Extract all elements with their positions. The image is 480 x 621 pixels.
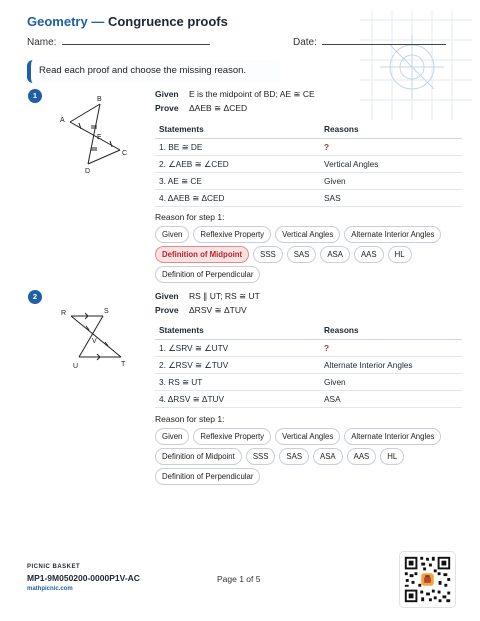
reason-cell: ASA xyxy=(320,391,462,408)
topic-title: Congruence proofs xyxy=(107,14,228,29)
problem-number-badge: 2 xyxy=(28,290,42,304)
prove-label: Prove xyxy=(155,103,179,113)
footer-brand: PICNIC BASKET xyxy=(27,564,81,570)
vertex-v-label: V xyxy=(92,338,97,345)
option-chip[interactable]: Definition of Perpendicular xyxy=(155,266,260,283)
option-chip[interactable]: Given xyxy=(155,226,189,243)
reason-cell: SAS xyxy=(320,190,462,207)
option-chip[interactable]: HL xyxy=(380,448,404,465)
table-row xyxy=(155,374,462,391)
statement-cell: 1. BE ≅ DE xyxy=(155,139,320,156)
missing-reason-cell: ? xyxy=(320,340,462,357)
prove-line xyxy=(155,305,247,316)
statement-cell: 3. AE ≅ CE xyxy=(155,173,320,190)
option-chip[interactable]: SSS xyxy=(253,246,283,263)
page-number: Page 1 of 5 xyxy=(217,574,261,584)
table-row xyxy=(155,340,462,357)
statement-cell: 1. ∠SRV ≅ ∠UTV xyxy=(155,340,320,357)
reason-options xyxy=(155,428,455,485)
vertex-t-label: T xyxy=(121,361,126,368)
given-line xyxy=(155,291,260,302)
worksheet-title xyxy=(27,14,228,29)
statement-cell: 3. RS ≅ UT xyxy=(155,374,320,391)
reasons-header: Reasons xyxy=(320,322,462,340)
reason-cell: Vertical Angles xyxy=(320,156,462,173)
option-chip[interactable]: SAS xyxy=(279,448,309,465)
worksheet-code: MP1-9M050200-0000P1V-AC xyxy=(27,573,140,583)
table-row xyxy=(155,357,462,374)
vertex-s-label: S xyxy=(104,308,109,315)
figure-triangles-rstu xyxy=(57,303,147,383)
footer-site-link[interactable]: mathpicnic.com xyxy=(27,586,73,592)
vertex-u-label: U xyxy=(73,363,79,370)
option-chip[interactable]: Vertical Angles xyxy=(275,428,340,445)
option-chip[interactable]: Reflexive Property xyxy=(193,428,271,445)
proof-table xyxy=(155,121,462,207)
table-header-row xyxy=(155,322,462,340)
given-label: Given xyxy=(155,89,179,99)
vertex-a-label: A xyxy=(60,117,65,124)
reasons-header: Reasons xyxy=(320,121,462,139)
prove-label: Prove xyxy=(155,305,179,315)
name-label: Name: xyxy=(27,37,57,48)
option-chip[interactable]: SAS xyxy=(287,246,317,263)
date-line[interactable] xyxy=(322,44,446,45)
option-chip[interactable]: ASA xyxy=(313,448,343,465)
proof-table xyxy=(155,322,462,408)
option-chip[interactable]: SSS xyxy=(246,448,276,465)
statements-header: Statements xyxy=(155,121,320,139)
title-dash: — xyxy=(87,14,108,29)
vertex-b-label: B xyxy=(97,96,102,103)
given-label: Given xyxy=(155,291,179,301)
option-chip[interactable]: Alternate Interior Angles xyxy=(344,428,441,445)
problem-number-badge: 1 xyxy=(28,89,42,103)
instruction-text: Read each proof and choose the missing reason. xyxy=(39,65,247,76)
given-text: RS ∥ UT; RS ≅ UT xyxy=(189,291,260,301)
option-chip[interactable]: Vertical Angles xyxy=(275,226,340,243)
table-row xyxy=(155,190,462,207)
vertex-c-label: C xyxy=(122,150,128,157)
reason-cell: Given xyxy=(320,374,462,391)
vertex-e-label: E xyxy=(97,134,102,141)
table-row xyxy=(155,139,462,156)
given-text: E is the midpoint of BD; AE ≅ CE xyxy=(189,89,315,99)
table-header-row xyxy=(155,121,462,139)
vertex-d-label: D xyxy=(85,168,91,175)
prove-line xyxy=(155,103,247,114)
name-line[interactable] xyxy=(62,44,210,45)
statements-header: Statements xyxy=(155,322,320,340)
vertex-r-label: R xyxy=(61,310,67,317)
reason-prompt: Reason for step 1: xyxy=(155,414,225,424)
option-chip[interactable]: Definition of Midpoint xyxy=(155,448,242,465)
option-chip[interactable]: ASA xyxy=(320,246,350,263)
option-chip[interactable]: Alternate Interior Angles xyxy=(344,226,441,243)
qr-code-icon xyxy=(399,551,456,608)
option-chip[interactable]: AAS xyxy=(354,246,384,263)
missing-reason-cell: ? xyxy=(320,139,462,156)
statement-cell: 4. ΔRSV ≅ ΔTUV xyxy=(155,391,320,408)
statement-cell: 2. ∠AEB ≅ ∠CED xyxy=(155,156,320,173)
statement-cell: 4. ΔAEB ≅ ΔCED xyxy=(155,190,320,207)
reason-options xyxy=(155,226,455,283)
given-line xyxy=(155,89,315,100)
selected-option-chip[interactable]: Definition of Midpoint xyxy=(155,246,249,263)
compass-grid-decoration xyxy=(360,10,472,120)
instruction-box xyxy=(27,60,281,83)
reason-prompt: Reason for step 1: xyxy=(155,212,225,222)
reason-cell: Given xyxy=(320,173,462,190)
prove-text: ΔAEB ≅ ΔCED xyxy=(189,103,248,113)
option-chip[interactable]: Reflexive Property xyxy=(193,226,271,243)
option-chip[interactable]: Definition of Perpendicular xyxy=(155,468,260,485)
table-row xyxy=(155,391,462,408)
statement-cell: 2. ∠RSV ≅ ∠TUV xyxy=(155,357,320,374)
reason-cell: Alternate Interior Angles xyxy=(320,357,462,374)
subject-title: Geometry xyxy=(27,14,88,29)
option-chip[interactable]: AAS xyxy=(347,448,377,465)
prove-text: ΔRSV ≅ ΔTUV xyxy=(189,305,247,315)
table-row xyxy=(155,156,462,173)
date-label: Date: xyxy=(293,37,317,48)
option-chip[interactable]: Given xyxy=(155,428,189,445)
figure-triangles-aebd xyxy=(57,92,147,177)
option-chip[interactable]: HL xyxy=(388,246,412,263)
table-row xyxy=(155,173,462,190)
